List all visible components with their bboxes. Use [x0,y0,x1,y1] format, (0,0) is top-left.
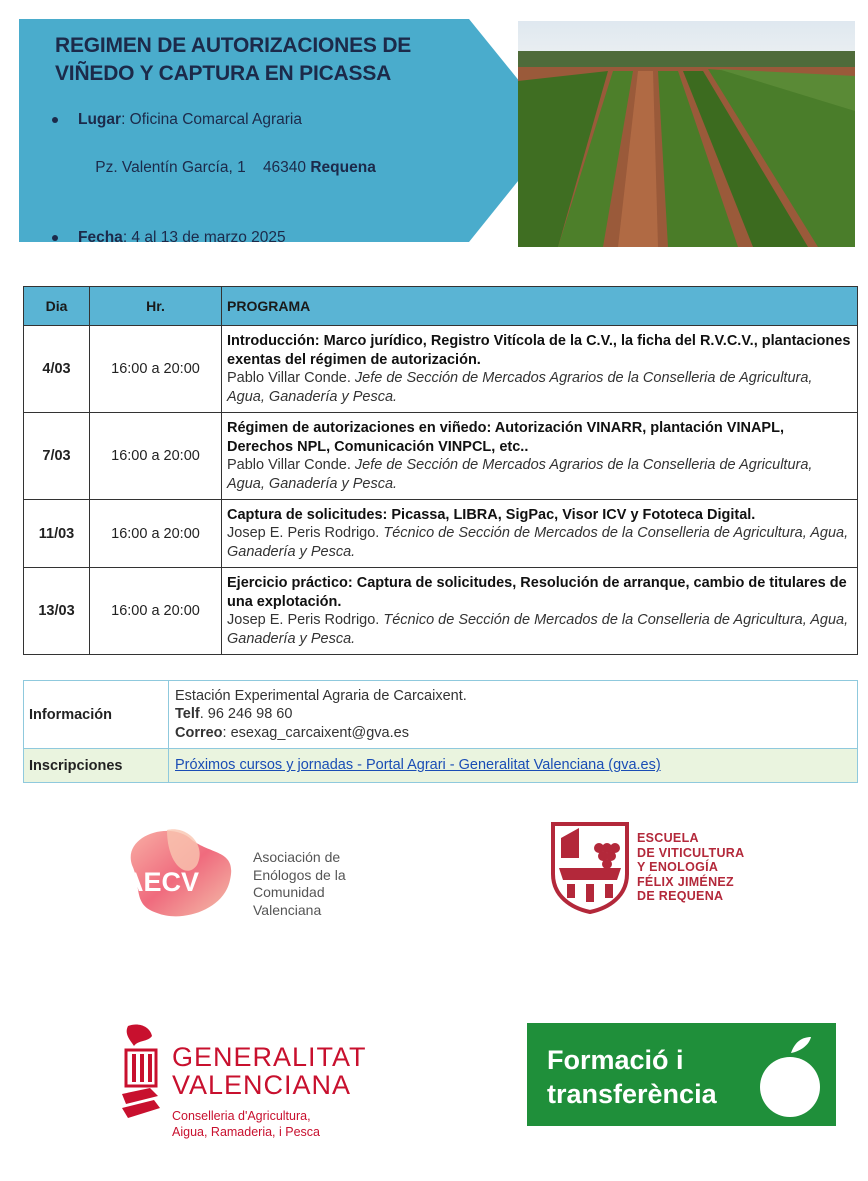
email-value: : esexag_carcaixent@gva.es [222,724,409,741]
row-role: Técnico de Sección de Mercados de la Conselleria de Agricultura, Agua, Ganadería y Pesca. [227,525,849,560]
aecv-blob-icon [112,825,242,920]
row-role: Jefe de Sección de Mercados Agrarios de la Conselleria de Agricultura, Agua, Ganadería y Pesca. [227,457,813,492]
row-speaker-line [227,456,852,493]
program-table [23,286,858,655]
escuela-line: DE VITICULTURA [637,845,745,860]
row-program [222,326,858,413]
row-speaker-line [227,611,852,648]
row-topic: Régimen de autorizaciones en viñedo: Autorización VINARR, plantación VINAPL, Derechos NPL, Comunicación VINPCL, etc.. [227,420,784,455]
table-row [24,413,858,500]
row-topic: Ejercicio práctico: Captura de solicitudes, Resolución de arranque, cambio de titulares de una explotación. [227,575,847,610]
formacio-text [547,1043,717,1111]
row-hour: 16:00 a 20:00 [90,568,222,655]
row-day: 7/03 [24,413,90,500]
program-header-row [24,287,858,326]
gv-line-2: VALENCIANA [172,1070,352,1100]
aecv-logo [112,825,242,920]
phone-value: . 96 246 98 60 [199,706,293,723]
aecv-line: Enólogos de la [253,866,346,883]
row-hour: 16:00 a 20:00 [90,500,222,568]
table-row [24,326,858,413]
gv-sub-1: Conselleria d'Agricultura, [172,1109,311,1123]
signup-label: Inscripciones [24,749,169,783]
phone-line [175,705,851,724]
generalitat-crest-icon [120,1022,162,1122]
row-topic: Introducción: Marco jurídico, Registro Vitícola de la C.V., la ficha del R.V.C.V., plantaciones exentas del régimen de autorización. [227,333,851,368]
title-line-1: REGIMEN DE AUTORIZACIONES DE [55,34,412,57]
row-day: 4/03 [24,326,90,413]
col-program: PROGRAMA [222,287,858,326]
aecv-line: Asociación de [253,849,341,865]
email-label: Correo [175,724,223,741]
escuela-line: FÉLIX JIMÉNEZ [637,874,734,889]
fit-line-1: Formació i [547,1045,684,1075]
aecv-mark: AECV [124,867,200,897]
page-title [55,32,495,88]
conselleria-name [172,1108,320,1140]
address-text: Pz. Valentín García, 1 46340 [95,159,311,176]
row-role: Jefe de Sección de Mercados Agrarios de la Conselleria de Agricultura, Agua, Ganadería y Pesca. [227,370,813,405]
place-label: Lugar [78,111,122,128]
title-line-2: VIÑEDO Y CAPTURA EN PICASSA [55,62,392,85]
row-day: 13/03 [24,568,90,655]
gv-sub-2: Aigua, Ramaderia, i Pesca [172,1125,320,1139]
phone-label: Telf [175,706,200,723]
escuela-line: ESCUELA [637,831,699,845]
row-program [222,500,858,568]
row-program [222,568,858,655]
aecv-line: Comunidad [253,884,325,900]
row-topic: Captura de solicitudes: Picassa, LIBRA, SigPac, Visor ICV y Fototeca Digital. [227,506,756,523]
info-row [24,681,858,749]
gv-line-1: GENERALITAT [172,1042,367,1072]
date-value: : 4 al 13 de marzo 2025 [122,229,286,246]
info-value [169,681,858,749]
vineyard-photo [518,21,855,247]
signup-link[interactable]: Próximos cursos y jornadas - Portal Agrari - Generalitat Valenciana (gva.es) [175,757,661,774]
place-item [52,108,512,132]
info-table [23,680,858,783]
escuela-shield-icon [549,818,631,914]
row-speaker-line [227,524,852,561]
signup-value [169,749,858,783]
date-item [52,226,512,250]
bullet-icon [52,235,58,241]
info-label: Información [24,681,169,749]
institution-text: Estación Experimental Agraria de Carcaixent. [175,687,467,704]
escuela-line: Y ENOLOGÍA [637,860,719,874]
escuela-name [637,831,744,904]
row-day: 11/03 [24,500,90,568]
date-label: Fecha [78,229,123,246]
table-row [24,568,858,655]
fit-line-2: transferència [547,1079,717,1109]
row-hour: 16:00 a 20:00 [90,413,222,500]
formacio-logo [527,1023,836,1126]
row-speaker: Pablo Villar Conde. [227,370,351,386]
bullet-icon [52,117,58,123]
city-text: Requena [310,159,376,176]
aecv-line: Valenciana [253,901,322,918]
address-item [52,132,512,204]
col-day: Dia [24,287,90,326]
apple-icon [755,1035,825,1120]
row-speaker: Pablo Villar Conde. [227,457,351,473]
row-speaker-line [227,369,852,406]
email-line [175,724,851,743]
row-hour: 16:00 a 20:00 [90,326,222,413]
generalitat-name [172,1043,367,1099]
row-program [222,413,858,500]
aecv-name [253,849,346,919]
signup-row [24,749,858,783]
escuela-line: DE REQUENA [637,889,724,903]
col-hour: Hr. [90,287,222,326]
place-value: : Oficina Comarcal Agraria [121,111,302,128]
row-speaker: Josep E. Peris Rodrigo. [227,525,380,542]
row-speaker: Josep E. Peris Rodrigo. [227,612,380,628]
event-details [52,108,512,250]
table-row [24,500,858,568]
row-role: Técnico de Sección de Mercados de la Conselleria de Agricultura, Agua, Ganadería y Pesca. [227,612,849,647]
